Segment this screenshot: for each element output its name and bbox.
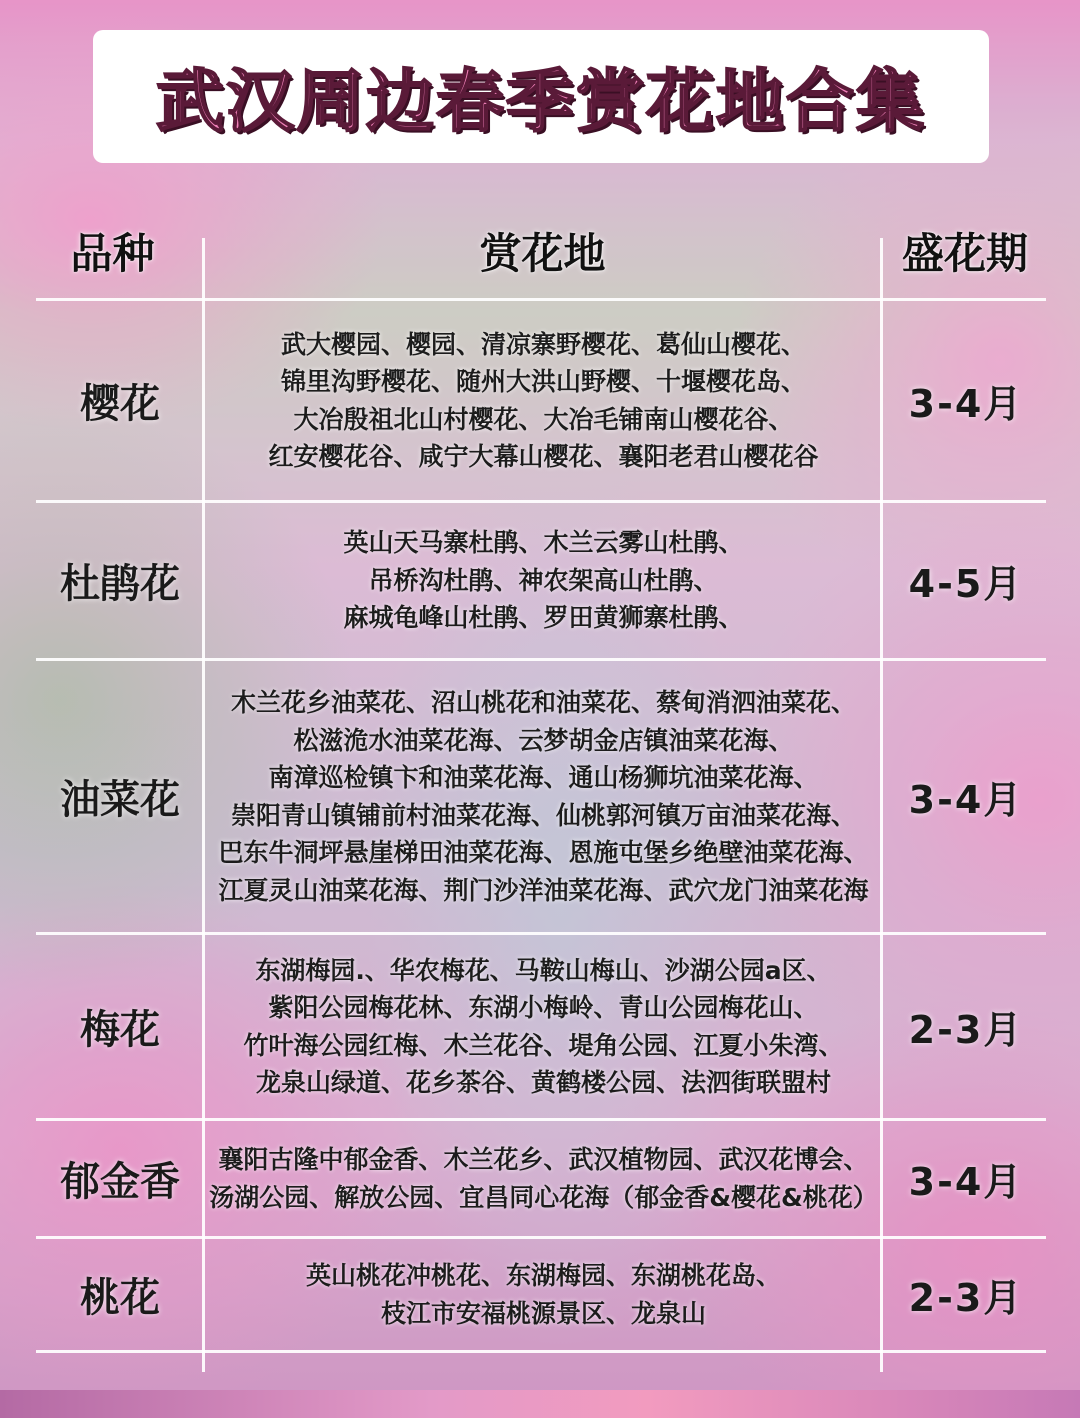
variety-label: 郁金香 <box>60 1159 180 1205</box>
places-list <box>206 661 881 932</box>
places-list <box>206 1121 881 1236</box>
table-row-peach <box>36 1239 1046 1350</box>
place-line: 龙泉山绿道、花乡茶谷、黄鹤楼公园、法泗街联盟村 <box>255 1068 831 1097</box>
table-row-plum <box>36 935 1046 1118</box>
table-row-rapeseed <box>36 661 1046 932</box>
place-line: 松滋洈水油菜花海、云梦胡金店镇油菜花海、 <box>293 725 794 755</box>
variety-label: 樱花 <box>80 381 160 427</box>
place-line: 巴东牛洞坪悬崖梯田油菜花海、恩施屯堡乡绝壁油菜花海、 <box>218 838 869 867</box>
place-line: 武大樱园、樱园、清凉寨野樱花、葛仙山樱花、 <box>280 329 806 359</box>
table-row-azalea <box>36 503 1046 658</box>
bloom-period: 3-4月 <box>908 778 1024 822</box>
row-divider <box>36 1350 1046 1353</box>
bloom-period: 4-5月 <box>908 562 1024 606</box>
place-line: 木兰花乡油菜花、沼山桃花和油菜花、蔡甸消泗油菜花、 <box>230 688 856 717</box>
variety-label: 杜鹃花 <box>60 561 180 607</box>
variety-label: 梅花 <box>80 1007 160 1053</box>
place-line: 江夏灵山油菜花海、荆门沙洋油菜花海、武穴龙门油菜花海 <box>218 875 869 905</box>
place-line: 汤湖公园、解放公园、宜昌同心花海（郁金香&樱花&桃花） <box>209 1182 878 1212</box>
place-line: 崇阳青山镇铺前村油菜花海、仙桃郭河镇万亩油菜花海、 <box>230 800 856 830</box>
variety-label: 油菜花 <box>60 777 180 823</box>
bloom-period: 3-4月 <box>908 382 1024 426</box>
place-line: 红安樱花谷、咸宁大幕山樱花、襄阳老君山樱花谷 <box>268 442 819 471</box>
table-row-tulip <box>36 1121 1046 1236</box>
place-line: 吊桥沟杜鹃、神农架高山杜鹃、 <box>368 565 719 595</box>
place-line: 竹叶海公园红梅、木兰花谷、堤角公园、江夏小朱湾、 <box>243 1030 844 1060</box>
bloom-period: 2-3月 <box>908 1276 1024 1320</box>
places-list <box>206 935 881 1118</box>
place-line: 东湖梅园.、华农梅花、马鞍山梅山、沙湖公园a区、 <box>255 955 832 985</box>
place-line: 南漳巡检镇卞和油菜花海、通山杨狮坑油菜花海、 <box>268 763 819 792</box>
place-line: 英山桃花冲桃花、东湖梅园、东湖桃花岛、 <box>305 1261 781 1290</box>
places-list <box>206 301 881 500</box>
place-line: 麻城龟峰山杜鹃、罗田黄狮寨杜鹃、 <box>343 603 744 633</box>
page-title: 武汉周边春季赏花地合集 <box>155 63 926 142</box>
places-list <box>206 1239 881 1350</box>
variety-label: 桃花 <box>80 1275 160 1321</box>
header-variety: 品种 <box>70 229 155 278</box>
table-row-cherry <box>36 301 1046 500</box>
bloom-period: 3-4月 <box>908 1160 1024 1204</box>
header-period: 盛花期 <box>901 229 1028 278</box>
footer-photo-strip <box>0 1390 1080 1418</box>
bloom-period: 2-3月 <box>908 1008 1024 1052</box>
place-line: 紫阳公园梅花林、东湖小梅岭、青山公园梅花山、 <box>268 993 819 1022</box>
title-banner <box>93 30 989 163</box>
place-line: 襄阳古隆中郁金香、木兰花乡、武汉植物园、武汉花博会、 <box>218 1145 869 1174</box>
header-places: 赏花地 <box>479 229 606 278</box>
place-line: 锦里沟野樱花、随州大洪山野樱、十堰樱花岛、 <box>280 367 806 396</box>
place-line: 英山天马寨杜鹃、木兰云雾山杜鹃、 <box>343 528 744 558</box>
place-line: 枝江市安福桃源景区、龙泉山 <box>380 1298 706 1328</box>
places-list <box>206 503 881 658</box>
place-line: 大冶殷祖北山村樱花、大冶毛铺南山樱花谷、 <box>293 404 794 434</box>
